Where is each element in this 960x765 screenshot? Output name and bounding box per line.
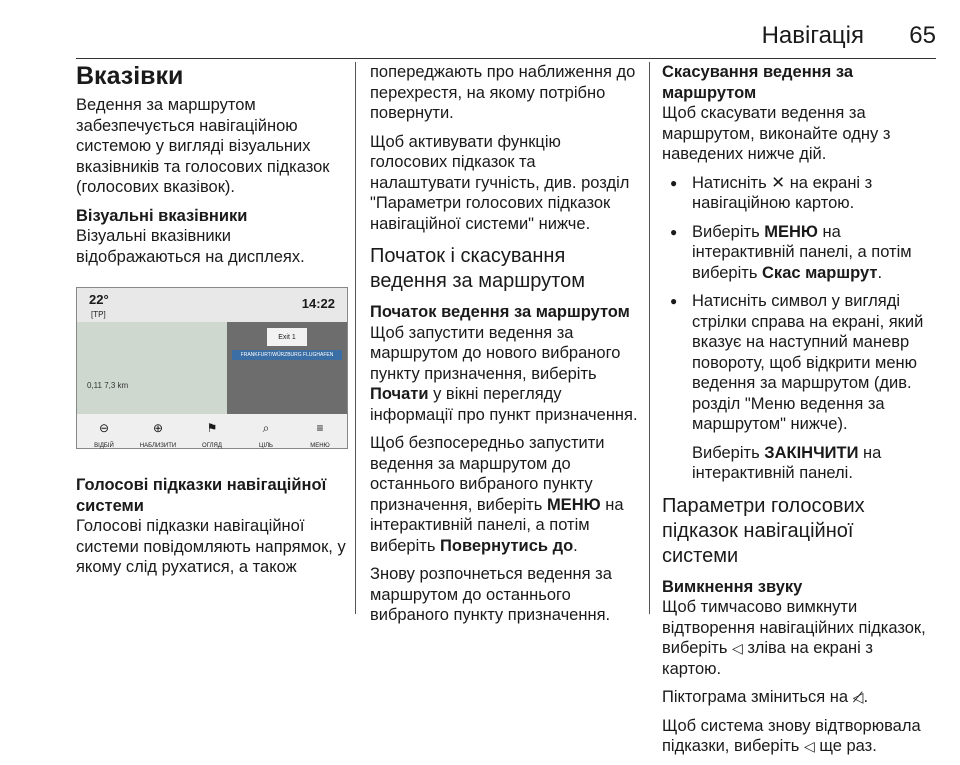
header-rule: [76, 58, 936, 59]
column-2: [370, 62, 638, 634]
column-divider: [649, 62, 650, 614]
tp-indicator: [TP]: [91, 310, 106, 319]
map-view: [77, 322, 227, 414]
cancel-guidance-heading: Скасування ведення за маршрутом: [662, 63, 854, 102]
screen-status-bar: [77, 288, 347, 322]
direction-sign: FRANKFURT/WÜRZBURG FLUGHAFEN: [232, 350, 342, 360]
menu-icon: ≡: [316, 421, 324, 435]
exit-label: Exit 1: [267, 328, 307, 346]
icon-change-paragraph: Піктограма зміниться на ◁̸.: [662, 688, 869, 706]
return-command: Повернутись до: [440, 536, 574, 555]
list-item: ● Виберіть МЕНЮ на інтерактивній панелі, а потім виберіть Скас маршрут.: [662, 222, 930, 284]
visual-guidance-heading: Візуальні вказівники: [76, 206, 248, 225]
search-icon: ⌕: [262, 421, 270, 435]
voice-guidance-heading: Голосові підказки навігаційної системи: [76, 476, 327, 515]
clock-readout: 14:22: [301, 296, 335, 311]
intro-paragraph: Ведення за маршрутом забезпечується навігаційною системою у вигляді візуальних вказівників та голосових підказок (голосових вказівок).: [76, 96, 330, 196]
menu-button[interactable]: ≡ МЕНЮ: [293, 414, 347, 448]
mute-heading: Вимкнення звуку: [662, 577, 803, 596]
running-title: Навігація: [761, 22, 864, 49]
plus-icon: ⊕: [152, 421, 164, 435]
list-item: ● Натисніть символ у вигляді стрілки справа на екрані, який вказує на наступний маневр повороту, щоб відкрити меню ведення за маршрутом (див. розділ "Меню ведення за маршрутом" нижче).: [662, 291, 930, 435]
visual-guidance-text: Візуальні вказівники відображаються на дисплеях.: [76, 227, 305, 266]
distance-readout: 0,11 7,3 km: [87, 381, 129, 390]
list-item: ● Натисніть ✕ на екрані з навігаційною картою.: [662, 173, 930, 214]
continued-paragraph: попереджають про наближення до перехрестя, на якому потрібно повернути.: [370, 63, 636, 122]
speaker-muted-icon: ◁̸: [852, 689, 864, 705]
cancel-button[interactable]: ⊖ ВІДБІЙ: [77, 414, 131, 448]
interaction-bar: [77, 414, 347, 448]
start-cancel-heading: Початок і скасування ведення за маршрутом: [370, 245, 585, 292]
section-title: Вказівки: [76, 62, 184, 90]
overview-button[interactable]: ⚑ ОГЛЯД: [185, 414, 239, 448]
menu-command: МЕНЮ: [546, 495, 601, 514]
temperature-readout: 22°: [89, 292, 109, 307]
cancel-options-list: [662, 173, 930, 435]
resume-paragraph: Щоб безпосередньо запустити ведення за маршрутом до останнього вибраного пункту призначення, виберіть МЕНЮ на інтерактивній панелі, а потім виберіть Повернутись до.: [370, 434, 624, 555]
unmute-paragraph: Щоб система знову відтворювала підказки, виберіть ◁ ще раз.: [662, 716, 921, 755]
column-3: [662, 62, 930, 765]
start-guidance-heading: Початок ведення за маршрутом: [370, 303, 630, 321]
flag-icon: ⚑: [206, 421, 218, 435]
page-number: 65: [909, 22, 936, 49]
voice-settings-heading: Параметри голосових підказок навігаційної системи: [662, 494, 865, 567]
column-1: [76, 62, 346, 586]
start-command: Почати: [370, 385, 429, 403]
speaker-icon: ◁: [732, 640, 743, 656]
start-paragraph: Щоб запустити ведення за маршрутом до нового вибраного пункту призначення, виберіть Почати у вікні перегляду інформації про пункт призначення.: [370, 323, 638, 424]
speaker-muted-icon: ◁: [803, 738, 815, 754]
page-header: [0, 22, 960, 52]
destination-button[interactable]: ⌕ ЦІЛЬ: [239, 414, 293, 448]
activation-paragraph: Щоб активувати функцію голосових підказок та налаштувати гучність, див. розділ "Параметри голосових підказок навігаційної системи" нижче.: [370, 132, 630, 233]
navigation-screenshot: [76, 287, 348, 449]
finish-command: ЗАКІНЧИТИ: [764, 443, 859, 462]
column-divider: [355, 62, 356, 614]
resume-result-paragraph: Знову розпочнеться ведення за маршрутом до останнього вибраного пункту призначення.: [370, 565, 612, 624]
minus-icon: ⊖: [98, 421, 110, 435]
cancel-route-command: Скас маршрут: [762, 263, 878, 282]
zoom-in-button[interactable]: ⊕ НАБЛИЗИТИ: [131, 414, 185, 448]
finish-paragraph: Виберіть ЗАКІНЧИТИ на інтерактивній панелі.: [692, 443, 882, 482]
mute-paragraph: Щоб тимчасово вимкнути відтворення навігаційних підказок, виберіть ◁ зліва на екрані з картою.: [662, 598, 926, 678]
voice-guidance-text: Голосові підказки навігаційної системи повідомляють напрямок, у якому слід рухатися, а також: [76, 517, 346, 576]
menu-command: МЕНЮ: [764, 222, 818, 241]
close-icon: ✕: [771, 173, 786, 192]
cancel-intro: Щоб скасувати ведення за маршрутом, виконайте одну з наведених нижче дій.: [662, 104, 891, 163]
